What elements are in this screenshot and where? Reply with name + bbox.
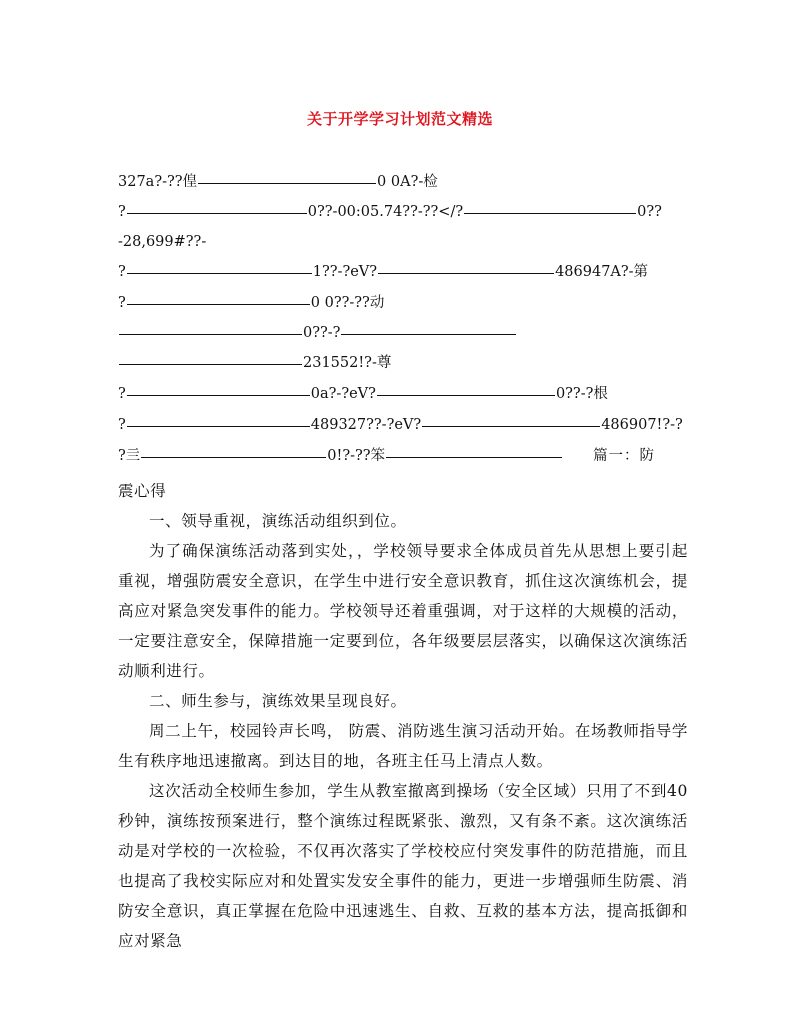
underline-rule [341,334,516,335]
underline-rule [127,273,312,274]
section-heading-1: 一、领导重视，演练活动组织到位。 [149,512,407,530]
garbled-text: 1??-?eV? [312,264,378,280]
paragraph-1: 为了确保演练活动落到实处，，学校领导要求全体成员首先从思想上要引起重视，增强防震安全意识，在学生中进行安全意识教育，抓住这次演练机会，提高应对紧急突发事件的能力。学校领导还着重强调，对于这样的大规模的活动，一定要注意安全，保障措施一定要到位，各年级要层层落实，以确保这次演练活动顺利进行。 [118,542,688,680]
garbled-text: 489327??-?eV? [310,417,422,433]
garbled-line-7 [118,353,688,373]
paragraph-2: 周二上午，校园铃声长鸣， 防震、消防逃生演习活动开始。在场教师指导学生有秩序地迅速撤离。到达目的地，各班主任马上清点人数。 [118,722,688,770]
garbled-text: 0?? [637,204,662,220]
garbled-text: ? [118,386,126,402]
underline-rule [119,364,302,365]
underline-rule [119,334,302,335]
document-title: 关于开学学习计划范文精选 [306,110,493,128]
underline-rule [464,213,636,214]
garbled-text: 327a?-??偟 [118,174,198,190]
section-heading-2: 二、师生参与，演练效果呈现良好。 [149,692,407,710]
garbled-line-1 [118,172,688,192]
garbled-text: 0??-00:05.74??-??</? [307,204,464,220]
garbled-line-9 [118,415,688,435]
garbled-text: 231552!?-尊 [303,355,392,371]
garbled-text: 486947A?-第 [555,264,649,280]
underline-rule [378,273,554,274]
garbled-text: ? [118,264,126,280]
garbled-line-5 [118,293,688,313]
document-body [118,476,688,956]
garbled-text: 0??-? [303,325,341,341]
garbled-text: 486907!?-? [601,417,683,433]
underline-rule [198,183,376,184]
garbled-text: ? [118,417,126,433]
underline-rule [127,213,307,214]
underline-rule [141,457,326,458]
underline-rule [422,426,600,427]
underline-rule [127,395,310,396]
garbled-line-4 [118,262,688,282]
underline-rule [127,304,310,305]
garbled-text: 0a?-?eV? [310,386,376,402]
garbled-text: ? [118,204,126,220]
garbled-text: 0 0A?-检 [377,174,438,190]
garbled-text: ?亖 [118,448,141,464]
underline-rule [127,426,310,427]
paragraph-3: 这次活动全校师生参加，学生从教室撤离到操场（安全区域）只用了不到40秒钟，演练按预案进行，整个演练过程既紧张、激烈，又有条不紊。这次演练活动是对学校的一次检验，不仅再次落实了学校校应付突发事件的防范措施，而且也提高了我校实际应对和处置实发安全事件的能力，更进一步增强师生防震、消防安全意识，真正掌握在危险中迅速逃生、自救、互救的基本方法，提高抵御和应对紧急 [118,782,688,950]
garbled-line-2 [118,202,688,222]
section-label: 篇一：防 [593,448,656,464]
garbled-line-8 [118,384,688,404]
underline-rule [377,395,555,396]
garbled-text: -28,699#??- [118,234,207,250]
garbled-text: 0??-?根 [555,386,608,402]
garbled-text: ? [118,295,126,311]
garbled-text: 0 0??-??动 [310,295,385,311]
garbled-text: 0!?-??笨 [327,448,386,464]
underline-rule [386,457,562,458]
continuation-text: 震心得 [118,482,167,500]
garbled-line-6 [118,323,688,343]
garbled-line-10 [118,446,688,466]
garbled-line-3 [118,232,688,252]
